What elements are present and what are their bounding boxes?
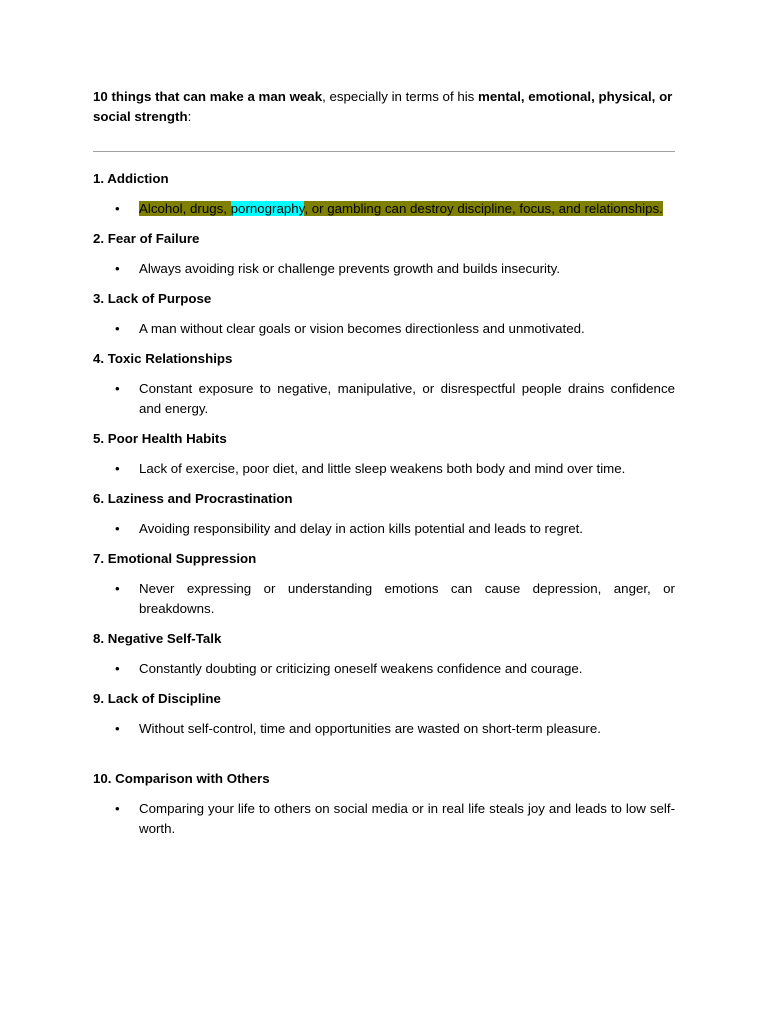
bullet-text: Never expressing or understanding emotions can cause depression, anger, or breakdowns. bbox=[139, 581, 675, 616]
item-bullet bbox=[93, 659, 675, 679]
bullet-icon: • bbox=[115, 261, 120, 276]
bullet-icon: • bbox=[115, 321, 120, 336]
item-heading: 4. Toxic Relationships bbox=[93, 351, 233, 366]
bullet-text: Without self-control, time and opportunities are wasted on short-term pleasure. bbox=[139, 721, 601, 736]
items-list bbox=[93, 169, 675, 839]
list-item bbox=[93, 549, 675, 619]
intro-paragraph bbox=[93, 87, 675, 127]
item-heading: 7. Emotional Suppression bbox=[93, 551, 257, 566]
item-bullet bbox=[93, 719, 675, 739]
list-item bbox=[93, 289, 675, 339]
bullet-icon: • bbox=[115, 661, 120, 676]
blank-line bbox=[93, 749, 675, 769]
bullet-icon: • bbox=[115, 801, 120, 816]
item-heading: 1. Addiction bbox=[93, 171, 169, 186]
item-bullet bbox=[93, 379, 675, 419]
item-bullet bbox=[93, 579, 675, 619]
item-heading: 6. Laziness and Procrastination bbox=[93, 491, 293, 506]
bullet-text: Comparing your life to others on social media or in real life steals joy and leads to low self-worth. bbox=[139, 801, 675, 836]
bullet-icon: • bbox=[115, 581, 120, 596]
bullet-text-part-a: Alcohol, drugs, bbox=[139, 201, 231, 216]
item-heading: 10. Comparison with Others bbox=[93, 771, 270, 786]
item-heading: 2. Fear of Failure bbox=[93, 231, 200, 246]
item-bullet bbox=[93, 259, 675, 279]
bullet-icon: • bbox=[115, 381, 120, 396]
item-heading: 9. Lack of Discipline bbox=[93, 691, 221, 706]
item-bullet bbox=[93, 199, 675, 219]
bullet-text: A man without clear goals or vision becomes directionless and unmotivated. bbox=[139, 321, 585, 336]
bullet-text-part-b: , or gambling can destroy discipline, focus, and relationships. bbox=[304, 201, 663, 216]
item-bullet bbox=[93, 319, 675, 339]
document-page bbox=[93, 87, 675, 849]
item-bullet bbox=[93, 459, 675, 479]
bullet-icon: • bbox=[115, 201, 120, 216]
item-heading: 5. Poor Health Habits bbox=[93, 431, 227, 446]
bullet-text: Always avoiding risk or challenge prevents growth and builds insecurity. bbox=[139, 261, 561, 276]
intro-lead: 10 things that can make a man weak bbox=[93, 89, 323, 104]
horizontal-divider bbox=[93, 151, 675, 152]
list-item bbox=[93, 689, 675, 739]
item-bullet bbox=[93, 799, 675, 839]
list-item bbox=[93, 429, 675, 479]
bullet-icon: • bbox=[115, 461, 120, 476]
item-heading: 8. Negative Self-Talk bbox=[93, 631, 222, 646]
bullet-text: Constantly doubting or criticizing oneself weakens confidence and courage. bbox=[139, 661, 583, 676]
list-item bbox=[93, 769, 675, 839]
bullet-icon: • bbox=[115, 721, 120, 736]
bullet-text: Avoiding responsibility and delay in action kills potential and leads to regret. bbox=[139, 521, 583, 536]
highlighted-word: pornography bbox=[230, 201, 305, 216]
list-item bbox=[93, 169, 675, 219]
bullet-text: Constant exposure to negative, manipulative, or disrespectful people drains confidence and energy. bbox=[139, 381, 675, 416]
intro-middle: , especially in terms of his bbox=[322, 89, 479, 104]
intro-colon: : bbox=[187, 109, 192, 124]
list-item bbox=[93, 629, 675, 679]
bullet-icon: • bbox=[115, 521, 120, 536]
list-item bbox=[93, 489, 675, 539]
list-item bbox=[93, 349, 675, 419]
intro-strengths: mental, emotional, physical, or social strength bbox=[93, 89, 673, 124]
bullet-text bbox=[139, 201, 663, 216]
item-bullet bbox=[93, 519, 675, 539]
list-item bbox=[93, 229, 675, 279]
item-heading: 3. Lack of Purpose bbox=[93, 291, 212, 306]
bullet-text: Lack of exercise, poor diet, and little sleep weakens both body and mind over time. bbox=[139, 461, 626, 476]
